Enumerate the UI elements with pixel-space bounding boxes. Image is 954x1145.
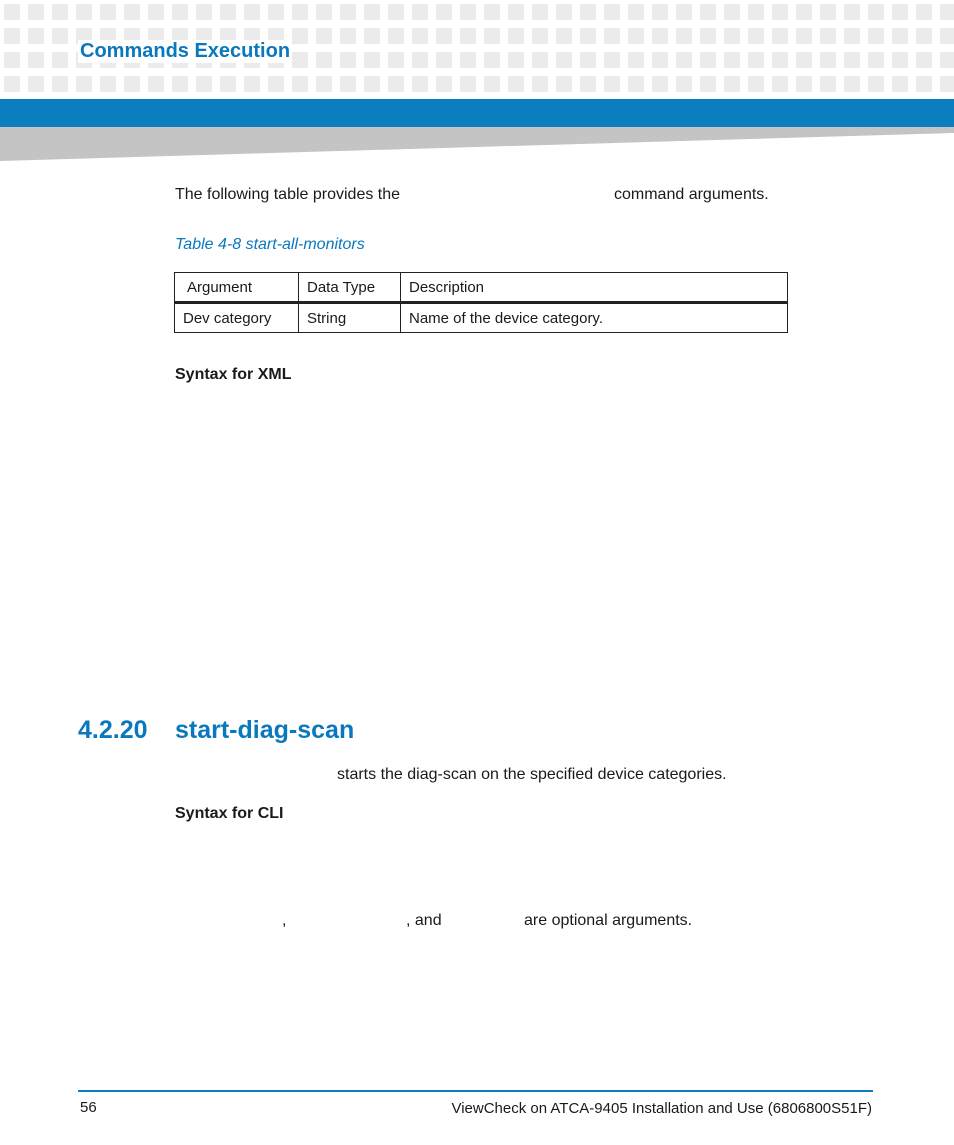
table-row <box>175 303 788 333</box>
column-header-argument: Argument <box>175 273 299 303</box>
header-blue-bar <box>0 99 954 127</box>
table-cell-argument: Dev category <box>175 303 299 333</box>
table-caption: Table 4-8 start-all-monitors <box>175 236 365 253</box>
table-header-row <box>175 273 788 303</box>
table-cell-description: Name of the device category. <box>401 303 788 333</box>
section-description: starts the diag-scan on the specified device categories. <box>337 766 727 783</box>
column-header-data-type: Data Type <box>299 273 401 303</box>
intro-text-before: The following table provides the <box>175 186 401 203</box>
header-grey-wedge <box>0 127 954 163</box>
column-header-description: Description <box>401 273 788 303</box>
optional-args-and: , and <box>406 912 442 929</box>
page-number: 56 <box>80 1099 97 1116</box>
optional-args-text: are optional arguments. <box>524 912 693 929</box>
section-heading <box>78 716 354 745</box>
section-number: 4.2.20 <box>78 716 148 744</box>
table-cell-data-type: String <box>299 303 401 333</box>
running-header-title: Commands Execution <box>80 40 291 62</box>
syntax-xml-heading: Syntax for XML <box>175 366 292 383</box>
section-title-text: start-diag-scan <box>175 716 355 744</box>
footer-rule <box>78 1090 873 1092</box>
arguments-table <box>174 272 788 333</box>
footer-document-title: ViewCheck on ATCA-9405 Installation and Use (6806800S51F) <box>451 1100 872 1117</box>
optional-args-comma: , <box>282 912 287 929</box>
syntax-cli-heading: Syntax for CLI <box>175 805 284 822</box>
intro-text-after: command arguments. <box>614 186 769 203</box>
